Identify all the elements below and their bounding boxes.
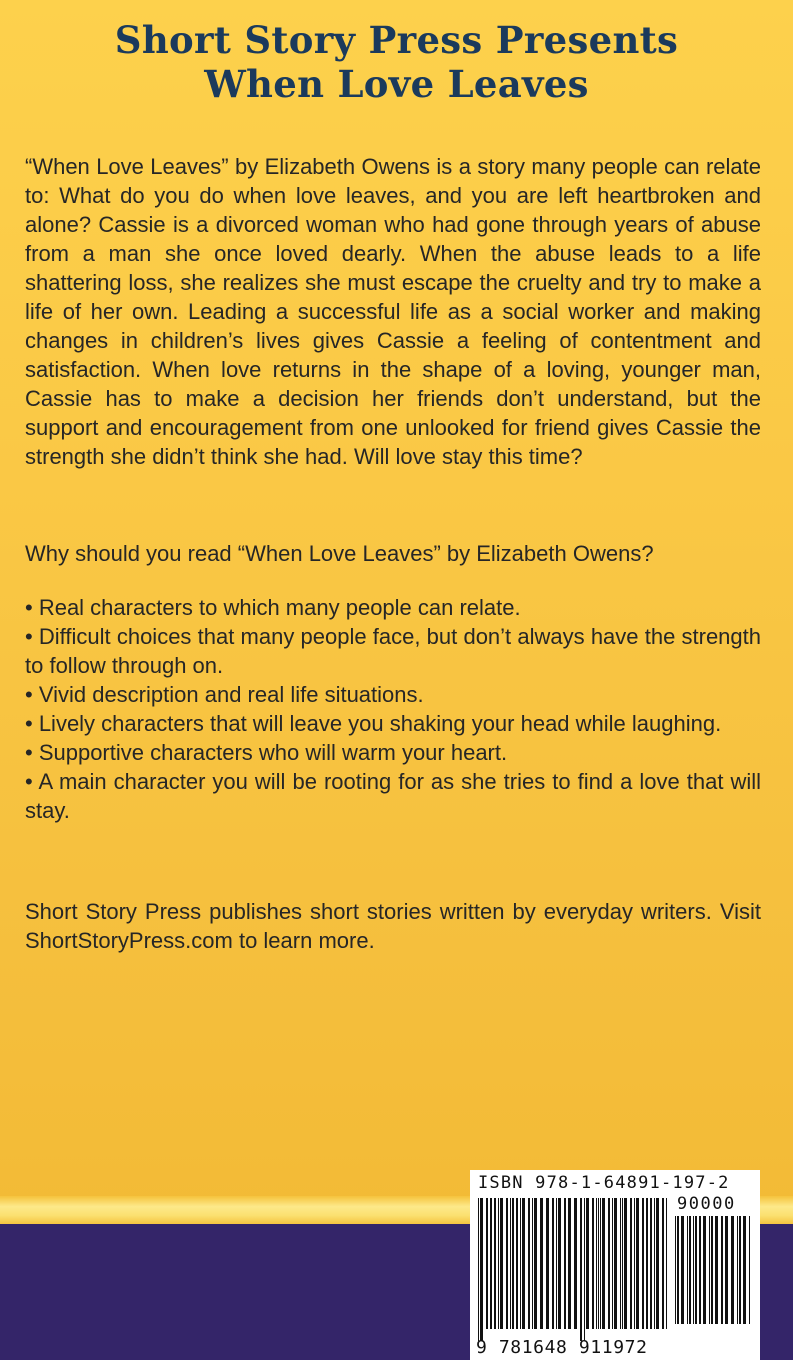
barcode-bar	[656, 1198, 659, 1329]
barcode-bar	[695, 1216, 697, 1324]
addon-barcode-bars	[675, 1216, 751, 1336]
barcode-bar	[500, 1198, 503, 1329]
barcode-bar	[564, 1198, 566, 1329]
barcode-bar	[681, 1216, 684, 1324]
barcode-bar	[568, 1198, 571, 1329]
barcode-bar	[512, 1198, 514, 1329]
barcode-bar	[494, 1198, 496, 1329]
barcode-bar	[689, 1216, 691, 1324]
barcode-bar	[646, 1198, 648, 1329]
barcode-bar	[602, 1198, 605, 1329]
barcode-bar	[737, 1216, 738, 1324]
why-read-heading: Why should you read “When Love Leaves” by Elizabeth Owens?	[25, 541, 654, 566]
ean-digits: 9 781648 911972	[476, 1337, 648, 1358]
barcode-bar	[532, 1198, 533, 1329]
barcode-bar	[558, 1198, 561, 1329]
barcode-bar	[699, 1216, 701, 1324]
barcode-bar	[675, 1216, 676, 1324]
list-item: • Vivid description and real life situations.	[25, 682, 424, 707]
barcode-bar	[709, 1216, 710, 1324]
barcode-bar	[510, 1198, 511, 1329]
barcode-bar	[620, 1198, 621, 1329]
ean-barcode-bars	[478, 1198, 668, 1341]
list-item: • Difficult choices that many people face, but don’t always have the strength to follow through on.	[25, 624, 761, 678]
barcode-bar	[540, 1198, 543, 1329]
barcode-bar	[574, 1198, 577, 1329]
barcode-bar	[654, 1198, 655, 1329]
barcode-bar	[552, 1198, 554, 1329]
barcode-bar	[715, 1216, 718, 1324]
barcode-bar	[721, 1216, 723, 1324]
barcode-bar	[516, 1198, 518, 1329]
barcode-bar	[556, 1198, 557, 1329]
barcode-bar	[534, 1198, 537, 1329]
barcode-bar	[546, 1198, 549, 1329]
barcode-bar	[636, 1198, 639, 1329]
barcode-bar	[693, 1216, 694, 1324]
barcode-bar	[608, 1198, 610, 1329]
list-item: • A main character you will be rooting for as she tries to find a love that will stay.	[25, 769, 761, 823]
list-item: • Supportive characters who will warm your heart.	[25, 740, 508, 765]
barcode-bar	[586, 1198, 589, 1329]
cover-title	[0, 18, 793, 106]
book-description: “When Love Leaves” by Elizabeth Owens is a story many people can relate to: What do you do when love leaves, and you are left heartbroken and alone? Cassie is a divorced woman who had gone through years of abuse from a man she once loved dearly. When the abuse leads to a life shattering loss, she realizes she must escape the cruelty and try to make a life of her own. Leading a successful life as a social worker and making changes in children’s lives gives Cassie a feeling of contentment and satisfaction. When love returns in the shape of a loving, younger man, Cassie has to make a decision her friends don’t understand, but the support and encouragement from one unlooked for friend gives Cassie the strength she didn’t think she had. Will love stay this time?	[25, 154, 761, 469]
addon-number: 90000	[677, 1194, 736, 1214]
barcode-bar	[642, 1198, 644, 1329]
barcode-bar	[612, 1198, 613, 1329]
barcode-bar	[580, 1198, 582, 1341]
isbn-label: ISBN 978-1-64891-197-2	[478, 1173, 730, 1193]
barcode-bar	[687, 1216, 688, 1324]
list-item: • Real characters to which many people can relate.	[25, 595, 521, 620]
barcode-bar	[743, 1216, 746, 1324]
title-line-1: Short Story Press Presents	[114, 18, 679, 62]
barcode-bar	[614, 1198, 617, 1329]
barcode-bar	[490, 1198, 492, 1329]
barcode-bar	[498, 1198, 499, 1329]
barcode-bar	[666, 1198, 667, 1329]
barcode-bar	[480, 1198, 483, 1341]
isbn-barcode	[470, 1170, 760, 1360]
barcode-bar	[634, 1198, 635, 1329]
barcode-bar	[624, 1198, 627, 1329]
barcode-bar	[528, 1198, 530, 1329]
barcode-bar	[662, 1198, 664, 1329]
barcode-bar	[731, 1216, 734, 1324]
barcode-bar	[520, 1198, 521, 1329]
title-line-2: When Love Leaves	[204, 62, 589, 106]
barcode-bar	[677, 1216, 679, 1324]
barcode-bar	[506, 1198, 508, 1329]
barcode-bar	[592, 1198, 594, 1329]
barcode-bar	[725, 1216, 728, 1324]
barcode-bar	[711, 1216, 713, 1324]
barcode-bar	[478, 1198, 479, 1341]
barcode-bar	[522, 1198, 525, 1329]
barcode-bar	[486, 1198, 488, 1329]
reasons-list	[25, 593, 761, 825]
barcode-bar	[598, 1198, 599, 1329]
publisher-note: Short Story Press publishes short stories written by everyday writers. Visit ShortStoryPress.com to learn more.	[25, 899, 761, 953]
barcode-bar	[622, 1198, 623, 1329]
barcode-bar	[749, 1216, 750, 1324]
barcode-bar	[600, 1198, 601, 1329]
barcode-bar	[596, 1198, 597, 1329]
barcode-bar	[584, 1198, 585, 1341]
barcode-bar	[703, 1216, 706, 1324]
barcode-bar	[630, 1198, 632, 1329]
barcode-bar	[650, 1198, 652, 1329]
list-item: • Lively characters that will leave you shaking your head while laughing.	[25, 711, 722, 736]
barcode-bar	[739, 1216, 741, 1324]
